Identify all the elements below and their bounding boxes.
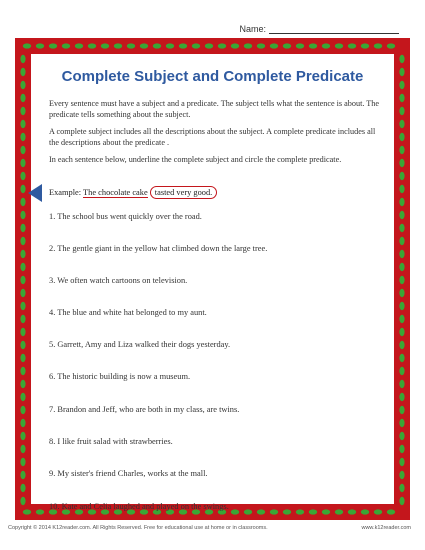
border-leaf-dot xyxy=(399,354,404,362)
border-leaf-dot xyxy=(36,509,44,514)
border-leaf-dot xyxy=(399,198,404,206)
border-leaf-dot xyxy=(296,43,304,48)
border-leaf-dot xyxy=(399,263,404,271)
border-leaf-dot xyxy=(399,471,404,479)
border-leaf-dot xyxy=(399,133,404,141)
border-leaf-dot xyxy=(399,302,404,310)
border-leaf-dot xyxy=(231,509,239,514)
border-leaf-dot xyxy=(20,393,25,401)
border-leaf-dot xyxy=(127,43,135,48)
border-leaf-dot xyxy=(244,43,252,48)
sentence-item[interactable]: 6. The historic building is now a museum. xyxy=(49,372,191,381)
border-leaf-dot xyxy=(36,43,44,48)
intro-paragraph-2: A complete subject includes all the descriptions about the subject. A complete predicate includes all the descriptions about the predicate . xyxy=(49,127,376,147)
border-leaf-dot xyxy=(20,458,25,466)
border-leaf-dot xyxy=(399,393,404,401)
border-leaf-dot xyxy=(20,211,25,219)
border-leaf-dot xyxy=(49,43,57,48)
site-link[interactable]: www.k12reader.com xyxy=(361,525,411,531)
border-leaf-dot xyxy=(335,43,343,48)
border-leaf-dot xyxy=(283,43,291,48)
border-leaf-dot xyxy=(399,146,404,154)
border-leaf-dot xyxy=(387,43,395,48)
intro-paragraph-1: Every sentence must have a subject and a predicate. The subject tells what the sentence is about. The predicate tells something about the subject. xyxy=(49,99,380,119)
border-leaf-dot xyxy=(20,445,25,453)
border-leaf-dot xyxy=(20,120,25,128)
border-leaf-dot xyxy=(23,43,31,48)
name-field[interactable] xyxy=(239,24,399,34)
example-predicate-circled: tasted very good. xyxy=(150,186,217,199)
border-leaf-dot xyxy=(335,509,343,514)
border-leaf-dot xyxy=(399,341,404,349)
border-leaf-dot xyxy=(399,250,404,258)
border-leaf-dot xyxy=(270,43,278,48)
border-leaf-dot xyxy=(101,43,109,48)
border-leaf-dot xyxy=(244,509,252,514)
border-leaf-dot xyxy=(192,43,200,48)
border-leaf-dot xyxy=(20,328,25,336)
border-leaf-dot xyxy=(114,43,122,48)
border-leaf-dot xyxy=(20,146,25,154)
sentence-item[interactable]: 9. My sister's friend Charles, works at the mall. xyxy=(49,469,208,478)
name-label: Name: xyxy=(239,24,266,34)
copyright-text: Copyright © 2014 K12reader.com. All Rights Reserved. Free for educational use at home or in classrooms. xyxy=(8,525,268,531)
border-leaf-dot xyxy=(231,43,239,48)
intro-paragraph-3: In each sentence below, underline the complete subject and circle the complete predicate. xyxy=(49,155,342,164)
border-leaf-dot xyxy=(20,380,25,388)
border-leaf-dot xyxy=(399,497,404,505)
border-leaf-dot xyxy=(20,237,25,245)
sentence-item[interactable]: 2. The gentle giant in the yellow hat climbed down the large tree. xyxy=(49,244,268,253)
border-leaf-dot xyxy=(20,55,25,63)
page-footer xyxy=(8,525,411,531)
border-leaf-dot xyxy=(348,509,356,514)
border-leaf-dot xyxy=(20,172,25,180)
border-leaf-dot xyxy=(20,471,25,479)
border-leaf-dot xyxy=(20,68,25,76)
border-leaf-dot xyxy=(399,406,404,414)
border-leaf-dot xyxy=(20,224,25,232)
border-leaf-dot xyxy=(20,367,25,375)
border-leaf-dot xyxy=(20,133,25,141)
arrow-pointer-icon xyxy=(28,184,42,202)
border-leaf-dot xyxy=(399,159,404,167)
worksheet-content xyxy=(31,54,394,511)
border-leaf-dot xyxy=(399,120,404,128)
sentence-item[interactable]: 1. The school bus went quickly over the road. xyxy=(49,212,202,221)
border-leaf-dot xyxy=(399,419,404,427)
border-leaf-dot xyxy=(322,43,330,48)
border-leaf-dot xyxy=(140,43,148,48)
border-leaf-dot xyxy=(374,43,382,48)
border-leaf-dot xyxy=(20,484,25,492)
border-leaf-dot xyxy=(20,185,25,193)
border-leaf-dot xyxy=(387,509,395,514)
border-leaf-dot xyxy=(179,43,187,48)
name-blank-line[interactable] xyxy=(269,25,399,34)
sentence-item[interactable]: 10. Kate and Celia laughed and played on the swings. xyxy=(49,502,229,511)
example-subject-underlined: The chocolate cake xyxy=(83,188,148,197)
border-leaf-dot xyxy=(257,43,265,48)
border-leaf-dot xyxy=(23,509,31,514)
example-label: Example: xyxy=(49,188,82,197)
border-leaf-dot xyxy=(361,43,369,48)
border-leaf-dot xyxy=(361,509,369,514)
border-leaf-dot xyxy=(399,328,404,336)
border-leaf-dot xyxy=(309,509,317,514)
sentence-item[interactable]: 4. The blue and white hat belonged to my aunt. xyxy=(49,308,207,317)
border-leaf-dot xyxy=(88,43,96,48)
border-leaf-dot xyxy=(296,509,304,514)
border-leaf-dot xyxy=(399,367,404,375)
border-leaf-dot xyxy=(399,172,404,180)
border-leaf-dot xyxy=(20,302,25,310)
sentence-item[interactable]: 5. Garrett, Amy and Liza walked their dogs yesterday. xyxy=(49,340,231,349)
border-leaf-dot xyxy=(283,509,291,514)
border-leaf-dot xyxy=(399,185,404,193)
border-leaf-dot xyxy=(399,237,404,245)
border-leaf-dot xyxy=(270,509,278,514)
border-leaf-dot xyxy=(257,509,265,514)
border-leaf-dot xyxy=(153,43,161,48)
border-leaf-dot xyxy=(399,211,404,219)
border-leaf-dot xyxy=(399,315,404,323)
border-leaf-dot xyxy=(20,263,25,271)
border-leaf-dot xyxy=(20,289,25,297)
example-sentence xyxy=(49,188,217,197)
border-leaf-dot xyxy=(20,159,25,167)
border-leaf-dot xyxy=(374,509,382,514)
sentence-item[interactable]: 7. Brandon and Jeff, who are both in my class, are twins. xyxy=(49,405,240,414)
border-leaf-dot xyxy=(166,43,174,48)
border-leaf-dot xyxy=(322,509,330,514)
border-leaf-dot xyxy=(399,289,404,297)
decorative-border xyxy=(15,38,410,520)
border-leaf-dot xyxy=(75,43,83,48)
border-leaf-dot xyxy=(20,198,25,206)
border-leaf-dot xyxy=(218,43,226,48)
border-leaf-dot xyxy=(309,43,317,48)
border-leaf-dot xyxy=(20,341,25,349)
border-leaf-dot xyxy=(20,497,25,505)
border-leaf-dot xyxy=(20,81,25,89)
sentence-item[interactable]: 8. I like fruit salad with strawberries. xyxy=(49,437,173,446)
border-leaf-dot xyxy=(399,107,404,115)
sentence-item[interactable]: 3. We often watch cartoons on television. xyxy=(49,276,188,285)
border-leaf-dot xyxy=(399,484,404,492)
page-title: Complete Subject and Complete Predicate xyxy=(61,68,364,85)
instructions xyxy=(49,98,380,171)
border-leaf-dot xyxy=(205,43,213,48)
border-leaf-dot xyxy=(399,55,404,63)
border-leaf-dot xyxy=(20,107,25,115)
border-leaf-dot xyxy=(399,445,404,453)
border-leaf-dot xyxy=(399,68,404,76)
border-leaf-dot xyxy=(399,432,404,440)
border-leaf-dot xyxy=(348,43,356,48)
border-leaf-dot xyxy=(399,276,404,284)
border-leaf-dot xyxy=(20,94,25,102)
border-leaf-dot xyxy=(399,81,404,89)
border-leaf-dot xyxy=(20,276,25,284)
border-leaf-dot xyxy=(20,354,25,362)
border-leaf-dot xyxy=(20,432,25,440)
border-leaf-dot xyxy=(20,315,25,323)
border-leaf-dot xyxy=(20,250,25,258)
border-leaf-dot xyxy=(399,458,404,466)
border-leaf-dot xyxy=(399,224,404,232)
border-leaf-dot xyxy=(399,94,404,102)
border-leaf-dot xyxy=(20,406,25,414)
border-leaf-dot xyxy=(399,380,404,388)
border-leaf-dot xyxy=(20,419,25,427)
border-leaf-dot xyxy=(62,43,70,48)
